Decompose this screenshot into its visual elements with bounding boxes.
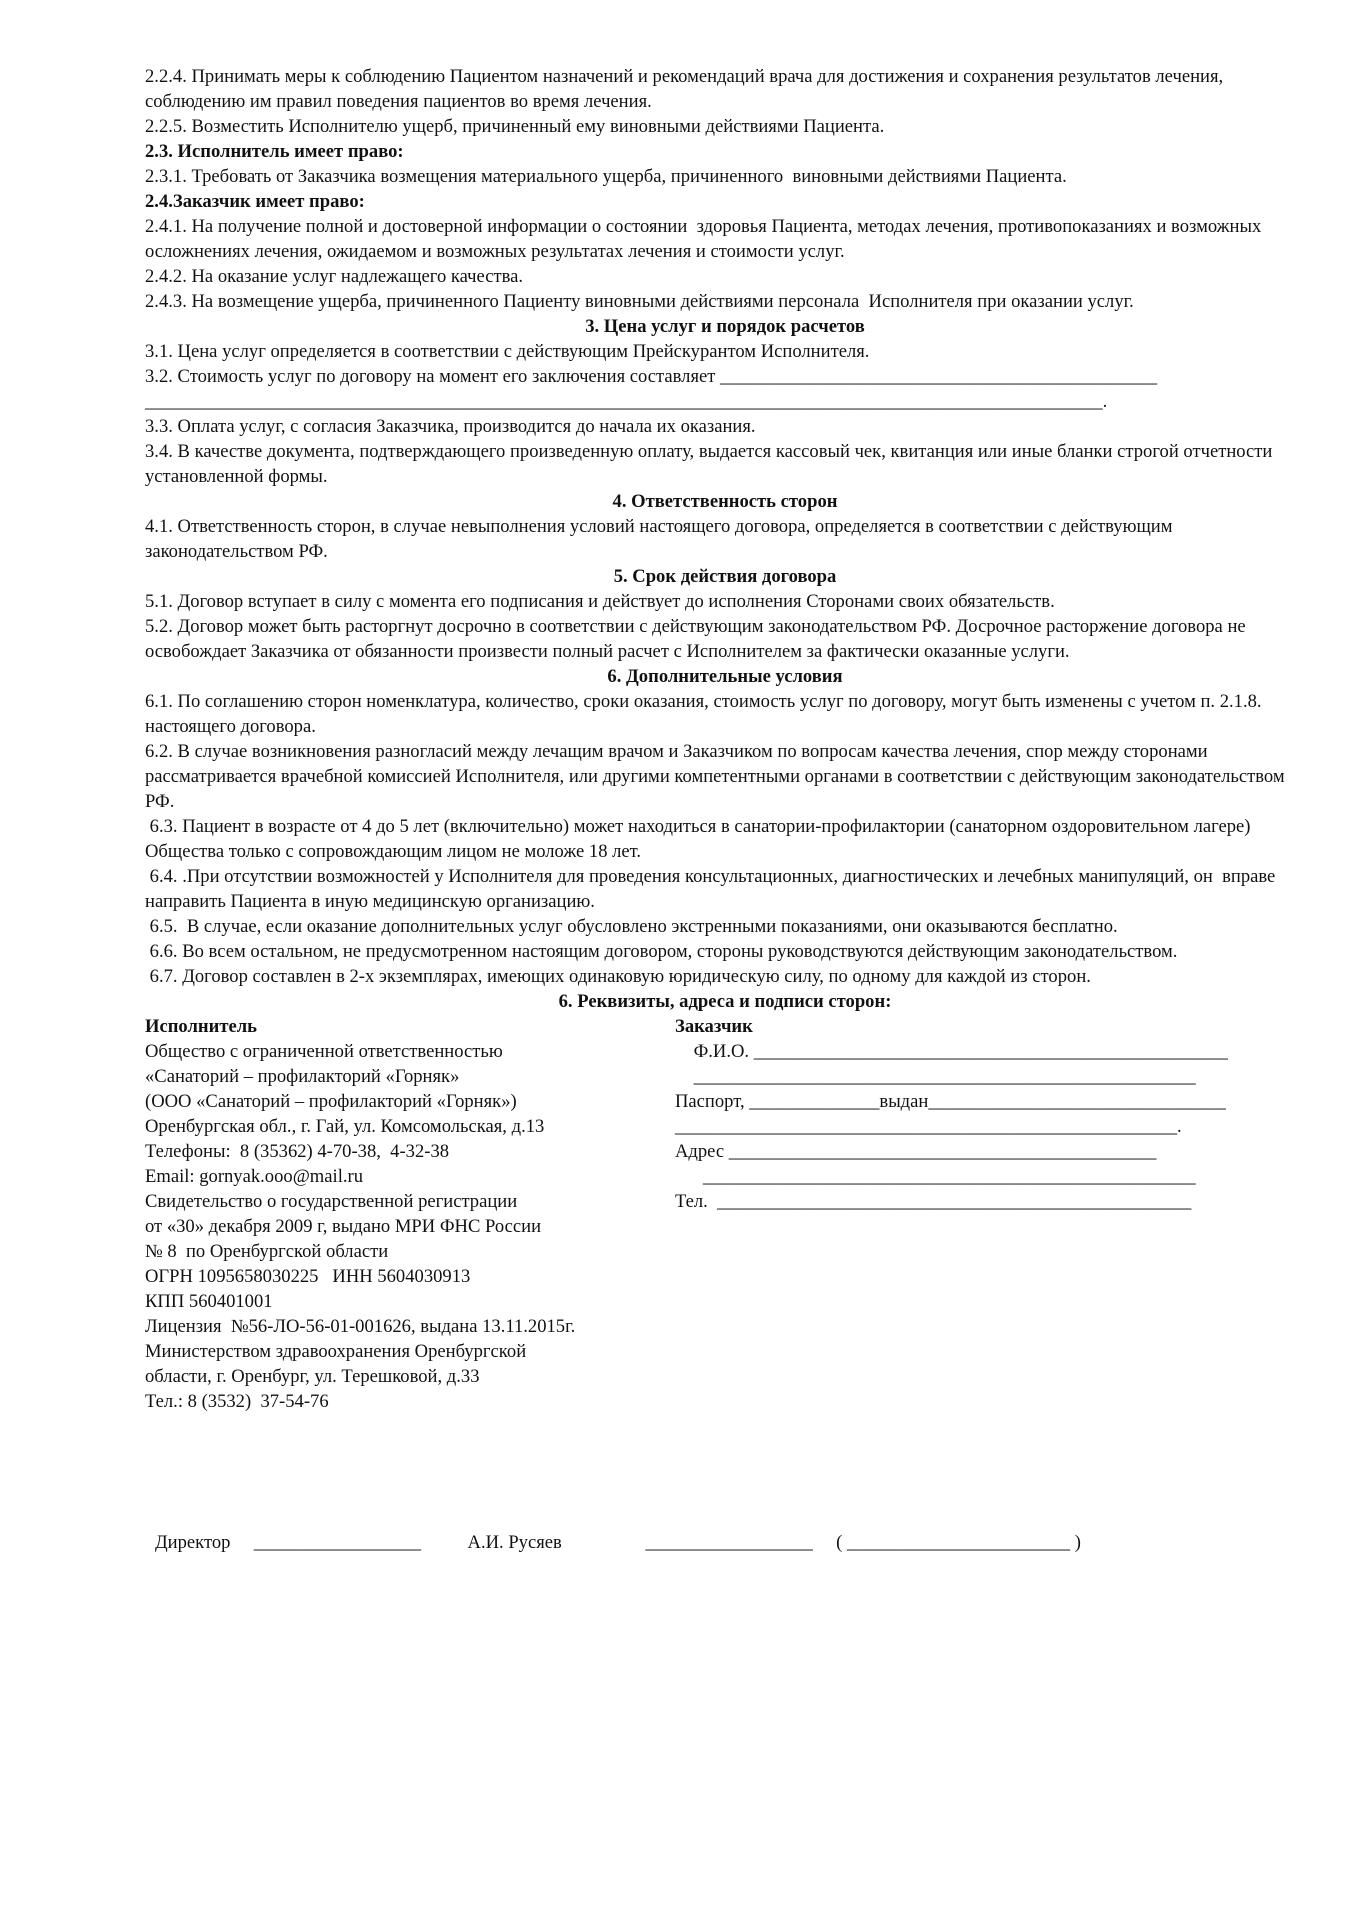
clause-paragraph: 3.3. Оплата услуг, с согласия Заказчика, производится до начала их оказания.	[145, 416, 756, 437]
clause-paragraph: 2.4.1. На получение полной и достоверной информации о состоянии здоровья Пациента, методах лечения, противопоказаниях и возможных осложнениях лечения, ожидаемом и возможных результатах лечения и стоимости услуг.	[145, 216, 1266, 262]
executor-line: Свидетельство о государственной регистрации	[145, 1191, 518, 1212]
section-heading: 6. Дополнительные условия	[607, 666, 843, 687]
clause-paragraph: 6.3. Пациент в возрасте от 4 до 5 лет (включительно) может находиться в санатории-профилактории (санаторном оздоровительном лагере) Общества только с сопровождающим лицом не моложе 18 лет.	[145, 816, 1256, 862]
executor-line: № 8 по Оренбургской области	[145, 1241, 389, 1262]
clause-paragraph: 6.7. Договор составлен в 2-х экземплярах, имеющих одинаковую юридическую силу, по одному для каждой из сторон.	[145, 966, 1091, 987]
executor-line: Лицензия №56-ЛО-56-01-001626, выдана 13.11.2015г.	[145, 1316, 576, 1337]
clause-paragraph: 6.6. Во всем остальном, не предусмотренном настоящим договором, стороны руководствуются действующим законодательством.	[145, 941, 1178, 962]
customer-name-parenthesis[interactable]: ( ________________________ )	[836, 1532, 1081, 1553]
clause-paragraph: 5.1. Договор вступает в силу с момента его подписания и действует до исполнения Сторонами своих обязательств.	[145, 591, 1055, 612]
customer-field-line[interactable]: Адрес ______________________________________________	[675, 1141, 1157, 1162]
clause-paragraph: 2.4.3. На возмещение ущерба, причиненного Пациенту виновными действиями персонала Исполнителя при оказании услуг.	[145, 291, 1134, 312]
executor-line: КПП 560401001	[145, 1291, 273, 1312]
clause-paragraph: 6.1. По соглашению сторон номенклатура, количество, сроки оказания, стоимость услуг по договору, могут быть изменены с учетом п. 2.1.8. настоящего договора.	[145, 691, 1267, 737]
executor-line: Министерством здравоохранения Оренбургской	[145, 1341, 527, 1362]
section-heading: 3. Цена услуг и порядок расчетов	[585, 316, 865, 337]
executor-line: Общество с ограниченной ответственностью	[145, 1041, 503, 1062]
contract-page	[145, 64, 1305, 1414]
director-title: Директор	[155, 1532, 231, 1553]
customer-field-line[interactable]: _____________________________________________________	[675, 1166, 1196, 1187]
requisites	[145, 1014, 1305, 1414]
clause-paragraph: 3.4. В качестве документа, подтверждающего произведенную оплату, выдается кассовый чек, квитанция или иные бланки строгой отчетности установленной формы.	[145, 441, 1278, 487]
customer-field-line[interactable]: Тел. ___________________________________________________	[675, 1191, 1192, 1212]
customer-field-line[interactable]: ______________________________________________________.	[675, 1116, 1182, 1137]
executor-line: «Санаторий – профилакторий «Горняк»	[145, 1066, 460, 1087]
customer-block	[675, 1014, 1305, 1414]
section-heading: 6. Реквизиты, адреса и подписи сторон:	[558, 991, 892, 1012]
executor-line: Email: gornyak.ooo@mail.ru	[145, 1166, 363, 1187]
executor-heading: Исполнитель	[145, 1016, 257, 1037]
customer-lines	[675, 1039, 1305, 1214]
clause-paragraph: 6.4. .При отсутствии возможностей у Исполнителя для проведения консультационных, диагностических и лечебных манипуляций, он вправе направить Пациента в иную медицинскую организацию.	[145, 866, 1280, 912]
director-name: А.И. Русяев	[467, 1532, 562, 1553]
executor-line: от «30» декабря 2009 г, выдано МРИ ФНС России	[145, 1216, 542, 1237]
executor-line: ОГРН 1095658030225 ИНН 5604030913	[145, 1266, 471, 1287]
clause-paragraph: 6.5. В случае, если оказание дополнительных услуг обусловлено экстренными показаниями, они оказываются бесплатно.	[145, 916, 1118, 937]
clause-paragraph: 6.2. В случае возникновения разногласий между лечащим врачом и Заказчиком по вопросам качества лечения, спор между сторонами рассматривается врачебной комиссией Исполнителя, или другими компетентными органами в соответствии с действующим законодательством РФ.	[145, 741, 1290, 812]
clause-paragraph: 3.1. Цена услуг определяется в соответствии с действующим Прейскурантом Исполнителя.	[145, 341, 870, 362]
section-heading: 4. Ответственность сторон	[612, 491, 838, 512]
customer-field-line[interactable]: Ф.И.О. ___________________________________________________	[675, 1041, 1228, 1062]
clause-paragraph: 2.4.2. На оказание услуг надлежащего качества.	[145, 266, 524, 287]
executor-block	[145, 1014, 675, 1414]
subsection-heading: 2.4.Заказчик имеет право:	[145, 191, 365, 212]
clause-paragraph: 2.2.5. Возместить Исполнителю ущерб, причиненный ему виновными действиями Пациента.	[145, 116, 885, 137]
subsection-heading: 2.3. Исполнитель имеет право:	[145, 141, 404, 162]
executor-lines	[145, 1039, 675, 1414]
section-heading: 5. Срок действия договора	[613, 566, 837, 587]
director-signature-line[interactable]: __________________	[253, 1532, 422, 1553]
customer-field-line[interactable]: Паспорт, ______________выдан________________________________	[675, 1091, 1226, 1112]
contract-body	[145, 64, 1305, 1014]
clause-paragraph: 4.1. Ответственность сторон, в случае невыполнения условий настоящего договора, определяется в соответствии с действующим законодательством РФ.	[145, 516, 1178, 562]
executor-line: Тел.: 8 (3532) 37-54-76	[145, 1391, 329, 1412]
executor-line: Телефоны: 8 (35362) 4-70-38, 4-32-38	[145, 1141, 450, 1162]
clause-paragraph: 3.2. Стоимость услуг по договору на момент его заключения составляет _______________________________________________	[145, 366, 1157, 387]
signature-row	[155, 1530, 1255, 1555]
executor-line: (ООО «Санаторий – профилакторий «Горняк»)	[145, 1091, 517, 1112]
customer-signature-line[interactable]: __________________	[645, 1532, 813, 1553]
clause-paragraph: 5.2. Договор может быть расторгнут досрочно в соответствии с действующим законодательством РФ. Досрочное расторжение договора не освобождает Заказчика от обязанности произвести полный расчет с Исполнителем за фактически оказанные услуги.	[145, 616, 1251, 662]
executor-line: Оренбургская обл., г. Гай, ул. Комсомольская, д.13	[145, 1116, 545, 1137]
customer-heading: Заказчик	[675, 1016, 753, 1037]
customer-field-line[interactable]: ______________________________________________________	[675, 1066, 1196, 1087]
clause-paragraph: 2.2.4. Принимать меры к соблюдению Пациентом назначений и рекомендаций врача для достижения и сохранения результатов лечения, соблюдению им правил поведения пациентов во время лечения.	[145, 66, 1228, 112]
executor-line: области, г. Оренбург, ул. Терешковой, д.33	[145, 1366, 480, 1387]
clause-paragraph: 2.3.1. Требовать от Заказчика возмещения материального ущерба, причиненного виновными действиями Пациента.	[145, 166, 1067, 187]
clause-paragraph: _______________________________________________________________________________________________________.	[145, 391, 1108, 412]
